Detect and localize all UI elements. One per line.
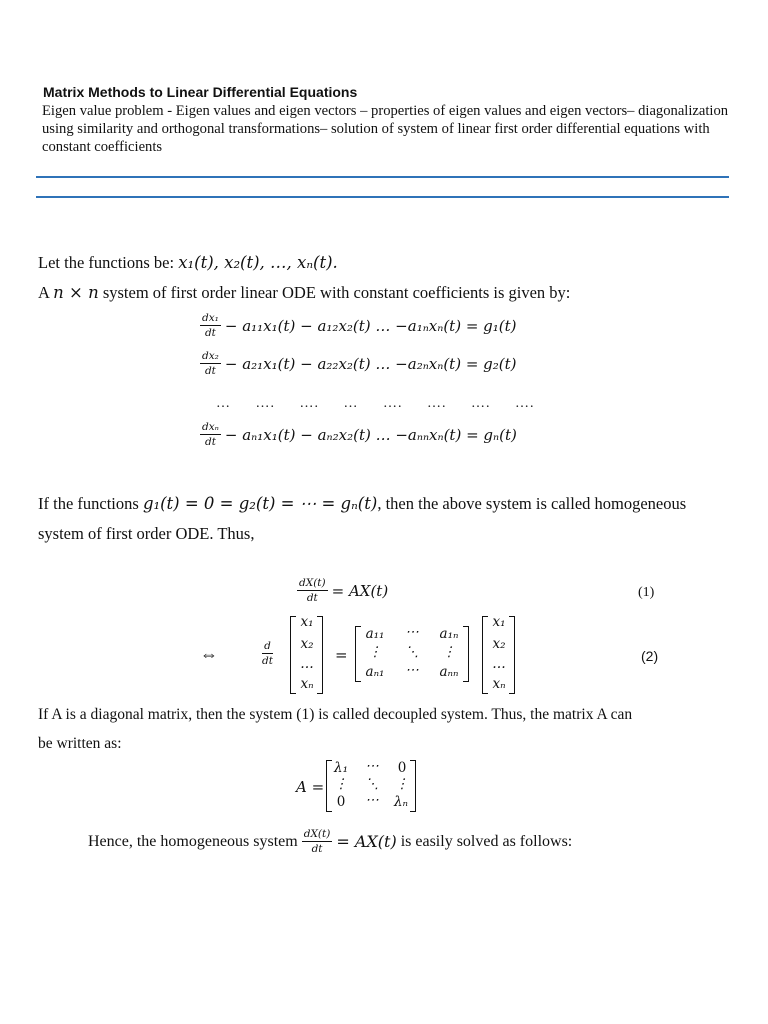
ode-row-n xyxy=(200,421,517,448)
diag-line-2: be written as: xyxy=(38,735,122,752)
a-matrix-cell: aₙ₁ xyxy=(365,664,385,680)
hence-den: dt xyxy=(311,843,323,855)
equation-2-label: (2) xyxy=(641,648,659,664)
hence-line xyxy=(88,828,572,855)
divider-line-bottom xyxy=(36,196,729,198)
eq1-den: dt xyxy=(306,592,318,604)
a-matrix-cell: ⋱ xyxy=(405,644,419,660)
hence-num: dX(t) xyxy=(303,828,331,840)
iff-symbol: ⇔ xyxy=(200,644,218,664)
x-vector-cell: x₁ xyxy=(300,614,314,630)
equation-1 xyxy=(297,577,388,604)
ode-row-n-den: dt xyxy=(204,436,216,448)
ode-row-2-rhs: − a₂₁x₁(t) − a₂₂x₂(t) … −a₂ₙxₙ(t) = g₂(t) xyxy=(224,354,517,373)
ellipsis-row: … …. …. … …. …. …. …. xyxy=(216,396,535,411)
diag-matrix-cell: ⋯ xyxy=(365,758,379,774)
diag-line-1: If A is a diagonal matrix, then the system (1) is called decoupled system. Thus, the matrix A can xyxy=(38,706,633,723)
section-heading: Matrix Methods to Linear Differential Equations xyxy=(43,84,358,100)
diag-matrix-cell: 0 xyxy=(336,794,346,810)
intro-functions: x₁(t), x₂(t), …, xₙ(t). xyxy=(178,253,338,272)
system-nxn: n × n xyxy=(53,283,99,302)
diag-matrix-cell: ⋮ xyxy=(395,776,409,792)
a-matrix-cell: a₁₁ xyxy=(365,626,385,642)
a-matrix-cell: ⋯ xyxy=(405,662,419,678)
homog-line-1-math: g₁(t) = 0 = g₂(t) = ⋯ = gₙ(t) xyxy=(142,494,378,513)
x-vector-cell: x₁ xyxy=(492,614,506,630)
syllabus-text: Eigen value problem - Eigen values and eigen vectors – properties of eigen values and eigen vectors– diagonalization using similarity and orthogonal transformations– solution of system of linear first order differential equations with constant coefficients xyxy=(42,103,729,155)
homog-line-1-a: If the functions xyxy=(38,494,143,513)
a-matrix-cell: aₙₙ xyxy=(439,664,459,680)
ode-row-2-num: dx₂ xyxy=(202,350,219,362)
a-matrix-cell: ⋮ xyxy=(368,644,382,660)
x-vector-cell: … xyxy=(300,656,314,672)
diag-matrix-cell: ⋮ xyxy=(334,776,348,792)
system-line-a: A xyxy=(38,283,54,302)
x-vector-cell: x₂ xyxy=(300,636,314,652)
ode-row-2 xyxy=(200,350,517,377)
ode-row-1-rhs: − a₁₁x₁(t) − a₁₂x₂(t) … −a₁ₙxₙ(t) = g₁(t) xyxy=(224,316,517,335)
x-vector-cell: xₙ xyxy=(300,676,314,692)
ode-row-2-den: dt xyxy=(204,365,216,377)
eq1-num: dX(t) xyxy=(299,577,326,589)
homog-line-1-b: , then the above system is called homogeneous xyxy=(377,494,687,513)
diag-matrix-cell: 0 xyxy=(397,760,407,776)
intro-line xyxy=(38,253,338,273)
ode-row-1 xyxy=(200,312,517,339)
x-vector-cell: x₂ xyxy=(492,636,506,652)
hence-b: is easily solved as follows: xyxy=(396,832,573,850)
a-matrix-cell: ⋮ xyxy=(442,644,456,660)
ode-row-n-num: dxₙ xyxy=(202,421,219,433)
eq1-rhs: = AX(t) xyxy=(331,581,389,600)
system-line xyxy=(38,283,570,303)
system-line-b: system of first order linear ODE with constant coefficients is given by: xyxy=(98,283,571,302)
x-vector-cell: … xyxy=(492,656,506,672)
homog-line-1 xyxy=(38,494,686,514)
diag-matrix-cell: λ₁ xyxy=(334,760,348,776)
ode-row-n-rhs: − aₙ₁x₁(t) − aₙ₂x₂(t) … −aₙₙxₙ(t) = gₙ(t) xyxy=(224,425,517,444)
hence-math: = AX(t) xyxy=(336,832,397,851)
equation-1-label: (1) xyxy=(638,585,655,600)
ode-row-1-den: dt xyxy=(204,327,216,339)
a-matrix-cell: a₁ₙ xyxy=(439,626,459,642)
homog-line-2: system of first order ODE. Thus, xyxy=(38,524,255,543)
diag-matrix-cell: ⋱ xyxy=(365,776,379,792)
eq2-equals: = xyxy=(335,646,348,664)
diag-lhs: A = xyxy=(296,778,325,796)
diag-matrix-cell: ⋯ xyxy=(365,792,379,808)
divider-line-top xyxy=(36,176,729,178)
ode-row-1-num: dx₁ xyxy=(202,312,219,324)
diag-matrix-cell: λₙ xyxy=(393,794,409,810)
eq2-d: d xyxy=(264,640,271,652)
intro-prefix: Let the functions be: xyxy=(38,253,179,272)
eq2-derivative xyxy=(262,640,277,667)
x-vector-cell: xₙ xyxy=(492,676,506,692)
eq2-dt: dt xyxy=(262,655,273,667)
a-matrix-cell: ⋯ xyxy=(405,624,419,640)
hence-a: Hence, the homogeneous system xyxy=(88,832,298,850)
